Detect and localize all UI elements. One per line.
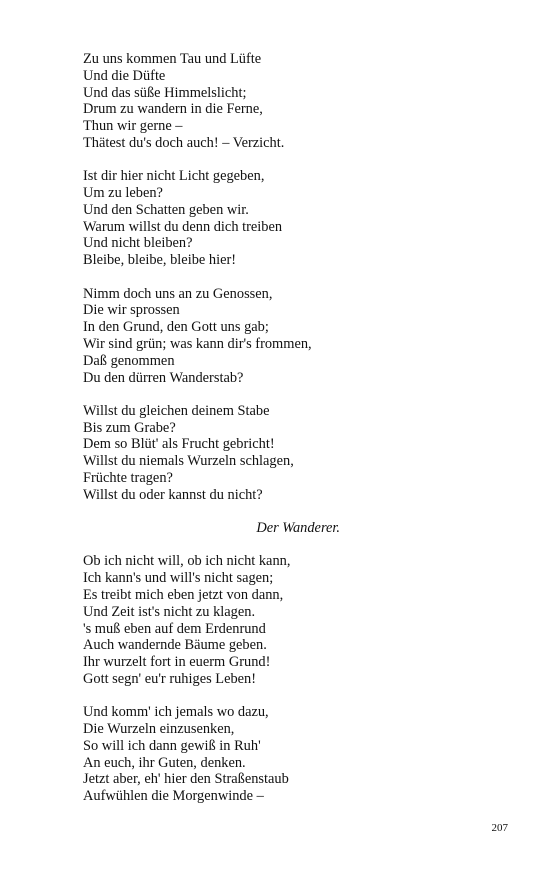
verse-line: Willst du gleichen deinem Stabe xyxy=(83,402,270,419)
verse-line: Daß genommen xyxy=(83,352,175,369)
verse-line: Thätest du's doch auch! – Verzicht. xyxy=(83,134,285,151)
page-number: 207 xyxy=(491,822,508,834)
verse-line: Und nicht bleiben? xyxy=(83,235,193,252)
verse-line: Es treibt mich eben jetzt von dann, xyxy=(83,587,284,604)
verse-line: Dem so Blüt' als Frucht gebricht! xyxy=(83,436,275,453)
verse-line: Und den Schatten geben wir. xyxy=(83,201,249,218)
verse-line: Thun wir gerne – xyxy=(83,118,183,135)
stanza xyxy=(83,704,383,805)
verse-line: Bis zum Grabe? xyxy=(83,419,176,436)
stanza xyxy=(83,51,383,152)
verse-line: Ob ich nicht will, ob ich nicht kann, xyxy=(83,553,291,570)
verse-line: Und die Düfte xyxy=(83,67,166,84)
verse-line: Nimm doch uns an zu Genossen, xyxy=(83,285,273,302)
verse-line: Du den dürren Wanderstab? xyxy=(83,369,244,386)
verse-line: Drum zu wandern in die Ferne, xyxy=(83,101,263,118)
verse-line: Die wir sprossen xyxy=(83,302,180,319)
verse-line: Gott segn' eu'r ruhiges Leben! xyxy=(83,671,257,687)
stanza xyxy=(83,168,383,269)
verse-line: In den Grund, den Gott uns gab; xyxy=(83,319,269,336)
verse-line: Jetzt aber, eh' hier den Straßenstaub xyxy=(83,771,289,788)
verse-line: Wir sind grün; was kann dir's frommen, xyxy=(83,335,312,352)
verse-line: 's muß eben auf dem Erdenrund xyxy=(83,620,266,637)
verse-line: So will ich dann gewiß in Ruh' xyxy=(83,737,261,754)
stanza xyxy=(83,286,383,387)
verse-line: Ist dir hier nicht Licht gegeben, xyxy=(83,168,265,185)
verse-line: Ihr wurzelt fort in euerm Grund! xyxy=(83,654,271,671)
verse-line: Warum willst du denn dich treiben xyxy=(83,218,283,235)
stanza xyxy=(83,403,383,504)
verse-line: Um zu leben? xyxy=(83,185,163,202)
verse-line: Auch wandernde Bäume geben. xyxy=(83,637,267,654)
verse-line: Willst du niemals Wurzeln schlagen, xyxy=(83,453,294,470)
stanza xyxy=(83,553,383,687)
verse-line: Bleibe, bleibe, bleibe hier! xyxy=(83,252,237,269)
verse-line: Und Zeit ist's nicht zu klagen. xyxy=(83,603,256,620)
poem-text xyxy=(83,51,383,822)
verse-line: Aufwühlen die Morgenwinde – xyxy=(83,788,264,805)
verse-line: Und komm' ich jemals wo dazu, xyxy=(83,704,269,721)
verse-line: Früchte tragen? xyxy=(83,470,173,487)
verse-line: Willst du oder kannst du nicht? xyxy=(83,486,263,503)
verse-line: An euch, ihr Guten, denken. xyxy=(83,754,246,771)
verse-line: Zu uns kommen Tau und Lüfte xyxy=(83,51,262,67)
verse-line: Die Wurzeln einzusenken, xyxy=(83,721,235,738)
speaker-heading: Der Wanderer. xyxy=(256,520,340,537)
verse-line: Und das süße Himmelslicht; xyxy=(83,84,247,101)
verse-line: Ich kann's und will's nicht sagen; xyxy=(83,570,274,587)
